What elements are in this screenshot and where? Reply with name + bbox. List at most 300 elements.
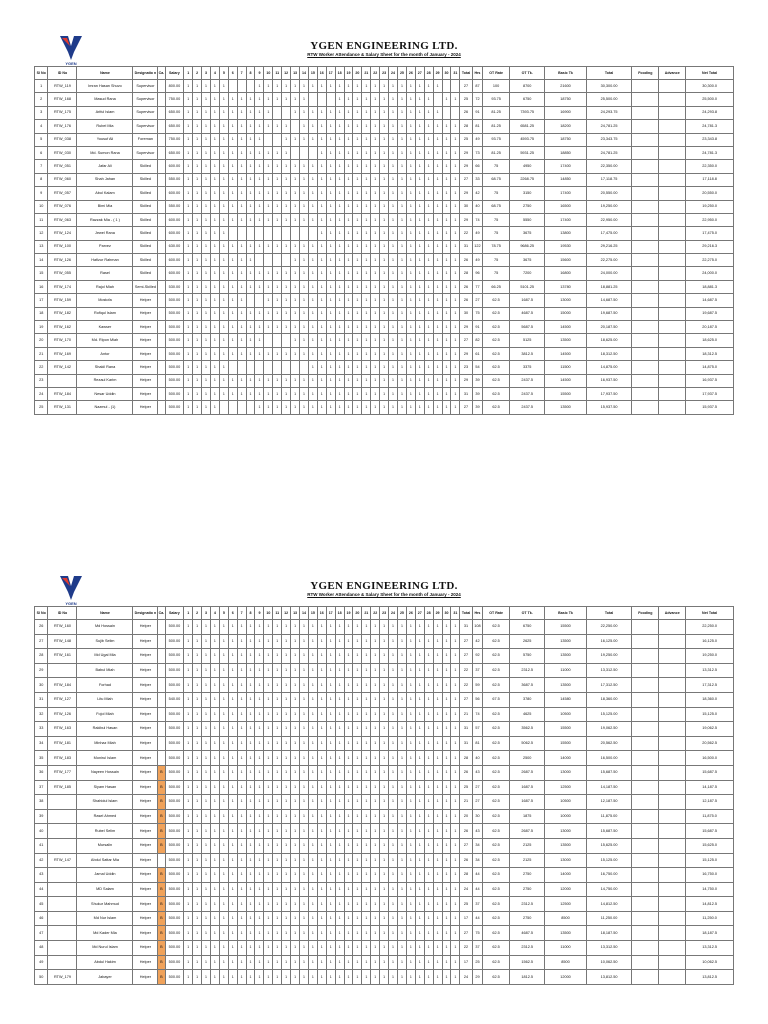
cell-hrs: 37 [472, 941, 482, 956]
cell-net: 20,550.0 [686, 187, 734, 200]
attendance-cell: 1 [228, 254, 237, 267]
cell-net: 19,687.5 [686, 307, 734, 320]
col-header-hrs: Hrs [472, 67, 482, 80]
cell-gross: 20,562.50 [586, 736, 632, 751]
attendance-cell: 1 [210, 678, 219, 693]
attendance-cell: 1 [255, 955, 264, 970]
attendance-cell: 1 [442, 722, 451, 737]
attendance-cell: 1 [210, 200, 219, 213]
attendance-cell: 1 [326, 649, 335, 664]
cell-salary: 500.00 [165, 334, 184, 347]
attendance-cell: 1 [362, 824, 371, 839]
attendance-cell: 1 [362, 146, 371, 159]
attendance-cell: 1 [335, 868, 344, 883]
attendance-cell: 1 [193, 926, 202, 941]
cell-sl: 45 [35, 897, 48, 912]
attendance-cell: 1 [184, 941, 193, 956]
cell-desig: Helper [133, 955, 158, 970]
cell-ot_tk: 7393.75 [510, 106, 545, 119]
header-row [35, 607, 734, 620]
attendance-cell: 1 [335, 106, 344, 119]
attendance-cell: 1 [202, 838, 211, 853]
cell-ca [158, 254, 165, 267]
cell-name: Siyam Hasan [77, 780, 133, 795]
cell-hrs: 43 [472, 824, 482, 839]
cell-salary: 500.00 [165, 736, 184, 751]
attendance-cell: 1 [344, 173, 353, 186]
cell-fooding [632, 941, 659, 956]
cell-advance [659, 649, 686, 664]
attendance-cell: 1 [424, 751, 433, 766]
attendance-cell: 1 [219, 707, 228, 722]
cell-desig: Supervisor [133, 93, 158, 106]
cell-basic: 13500 [545, 678, 586, 693]
attendance-cell: 1 [273, 387, 282, 400]
attendance-cell: 1 [255, 736, 264, 751]
attendance-cell: 1 [202, 280, 211, 293]
attendance-cell: 1 [255, 200, 264, 213]
attendance-cell: 1 [255, 795, 264, 810]
attendance-cell: 1 [282, 240, 291, 253]
attendance-cell: 1 [353, 334, 362, 347]
attendance-cell: 1 [326, 692, 335, 707]
cell-basic: 17400 [545, 187, 586, 200]
attendance-cell: 1 [255, 620, 264, 635]
attendance-cell: 1 [219, 267, 228, 280]
cell-advance [659, 970, 686, 985]
cell-total: 21 [460, 707, 472, 722]
cell-sl: 42 [35, 853, 48, 868]
cell-id [48, 955, 77, 970]
cell-name: Mostofa [77, 294, 133, 307]
attendance-cell: 1 [433, 146, 442, 159]
col-header-day-12: 12 [282, 607, 291, 620]
col-header-day-6: 6 [228, 67, 237, 80]
attendance-cell: 1 [308, 926, 317, 941]
attendance-cell: 1 [397, 254, 406, 267]
attendance-cell: 1 [308, 307, 317, 320]
attendance-cell: 1 [353, 146, 362, 159]
attendance-cell: 1 [219, 838, 228, 853]
attendance-cell: 1 [335, 765, 344, 780]
cell-name: Rubel Selim [77, 824, 133, 839]
cell-name: Shah Jahan [77, 173, 133, 186]
attendance-cell: 1 [210, 93, 219, 106]
attendance-cell: 1 [389, 160, 398, 173]
cell-fooding [632, 133, 659, 146]
attendance-cell: 1 [308, 824, 317, 839]
attendance-cell: 1 [380, 649, 389, 664]
cell-salary: 650.00 [165, 146, 184, 159]
attendance-cell: 1 [433, 361, 442, 374]
col-header-day-7: 7 [237, 607, 246, 620]
attendance-cell: 1 [362, 970, 371, 985]
attendance-cell: 1 [184, 780, 193, 795]
attendance-cell [308, 146, 317, 159]
cell-sl: 4 [35, 120, 48, 133]
attendance-cell: 1 [273, 868, 282, 883]
attendance-cell: 1 [406, 970, 415, 985]
attendance-cell: 1 [424, 809, 433, 824]
cell-salary: 600.00 [165, 187, 184, 200]
cell-ot_tk: 5101.25 [510, 280, 545, 293]
cell-hrs: 39 [472, 401, 482, 414]
attendance-cell: 1 [371, 227, 380, 240]
cell-salary: 500.00 [165, 941, 184, 956]
cell-hrs: 25 [472, 955, 482, 970]
col-header-sl: Sl No [35, 607, 48, 620]
attendance-cell: 1 [255, 970, 264, 985]
attendance-cell: 1 [237, 897, 246, 912]
attendance-cell: 1 [291, 347, 300, 360]
cell-gross: 15,125.00 [586, 853, 632, 868]
attendance-cell: 1 [202, 80, 211, 93]
cell-hrs: 59 [472, 678, 482, 693]
attendance-cell: 1 [273, 911, 282, 926]
cell-advance [659, 213, 686, 226]
attendance-cell: 1 [291, 897, 300, 912]
cell-ca [158, 213, 165, 226]
attendance-cell: 1 [326, 780, 335, 795]
attendance-cell: 1 [371, 93, 380, 106]
cell-net: 17,312.5 [686, 678, 734, 693]
cell-id: RTW_163 [48, 722, 77, 737]
attendance-cell: 1 [193, 227, 202, 240]
cell-hrs: 81 [472, 120, 482, 133]
cell-hrs: 91 [472, 106, 482, 119]
cell-name: Sujib Selim [77, 634, 133, 649]
attendance-cell: 1 [210, 707, 219, 722]
attendance-cell: 1 [424, 267, 433, 280]
attendance-cell: 1 [433, 294, 442, 307]
attendance-cell: 1 [380, 663, 389, 678]
attendance-cell [228, 401, 237, 414]
attendance-cell: 1 [184, 868, 193, 883]
attendance-cell: 1 [282, 280, 291, 293]
col-header-fooding: Fooding [632, 607, 659, 620]
attendance-cell: 1 [380, 347, 389, 360]
cell-id: RTW_055 [48, 267, 77, 280]
attendance-cell: 1 [335, 853, 344, 868]
cell-ot_tk: 4950 [510, 160, 545, 173]
cell-basic: 18200 [545, 120, 586, 133]
attendance-cell: 1 [264, 809, 273, 824]
cell-ot_tk: 2125 [510, 853, 545, 868]
attendance-cell: 1 [371, 970, 380, 985]
cell-ca: B [158, 868, 165, 883]
attendance-cell: 1 [264, 267, 273, 280]
attendance-cell: 1 [255, 106, 264, 119]
attendance-cell: 1 [317, 663, 326, 678]
attendance-cell: 1 [255, 911, 264, 926]
attendance-cell: 1 [451, 401, 460, 414]
attendance-cell: 1 [353, 707, 362, 722]
attendance-cell: 1 [291, 649, 300, 664]
cell-total: 30 [460, 307, 472, 320]
cell-ot_tk: 2687.5 [510, 824, 545, 839]
attendance-cell: 1 [228, 663, 237, 678]
table-row [35, 280, 734, 293]
attendance-cell: 1 [424, 663, 433, 678]
attendance-cell: 1 [424, 824, 433, 839]
attendance-cell: 1 [380, 133, 389, 146]
attendance-cell: 1 [237, 374, 246, 387]
attendance-cell: 1 [451, 120, 460, 133]
col-header-day-9: 9 [255, 607, 264, 620]
attendance-cell: 1 [184, 824, 193, 839]
attendance-cell: 1 [415, 213, 424, 226]
attendance-cell: 1 [451, 93, 460, 106]
table-row [35, 722, 734, 737]
cell-basic: 13500 [545, 401, 586, 414]
attendance-cell: 1 [300, 160, 309, 173]
attendance-cell: 1 [353, 280, 362, 293]
cell-basic: 15000 [545, 307, 586, 320]
attendance-cell: 1 [255, 267, 264, 280]
cell-desig: Helper [133, 780, 158, 795]
attendance-cell: 1 [424, 187, 433, 200]
attendance-cell: 1 [433, 722, 442, 737]
attendance-cell: 1 [406, 254, 415, 267]
attendance-cell: 1 [326, 280, 335, 293]
attendance-cell: 1 [228, 334, 237, 347]
attendance-cell: 1 [424, 321, 433, 334]
cell-basic: 15500 [545, 620, 586, 635]
cell-ot_rate: 62.5 [483, 941, 510, 956]
attendance-cell: 1 [282, 387, 291, 400]
col-header-day-1: 1 [184, 67, 193, 80]
attendance-cell: 1 [282, 146, 291, 159]
attendance-cell: 1 [406, 649, 415, 664]
attendance-cell: 1 [406, 294, 415, 307]
cell-id: RTW_126 [48, 707, 77, 722]
cell-name: Nayeen Hossain [77, 765, 133, 780]
attendance-cell: 1 [219, 160, 228, 173]
attendance-cell: 1 [264, 620, 273, 635]
cell-sl: 21 [35, 347, 48, 360]
attendance-cell: 1 [264, 692, 273, 707]
attendance-cell: 1 [451, 307, 460, 320]
attendance-cell: 1 [300, 911, 309, 926]
col-header-day-21: 21 [362, 607, 371, 620]
attendance-cell: 1 [291, 213, 300, 226]
cell-ot_tk: 6750 [510, 620, 545, 635]
attendance-cell: 1 [335, 401, 344, 414]
attendance-cell: 1 [282, 173, 291, 186]
cell-ca: B [158, 838, 165, 853]
cell-salary: 500.00 [165, 307, 184, 320]
cell-id: RTW_184 [48, 678, 77, 693]
attendance-cell: 1 [246, 765, 255, 780]
attendance-cell: 1 [210, 649, 219, 664]
cell-salary: 500.00 [165, 897, 184, 912]
attendance-cell: 1 [353, 120, 362, 133]
attendance-cell [308, 93, 317, 106]
attendance-cell: 1 [371, 307, 380, 320]
attendance-cell: 1 [353, 897, 362, 912]
cell-name: Md Ugal Mia [77, 649, 133, 664]
cell-desig: Helper [133, 678, 158, 693]
attendance-cell: 1 [228, 780, 237, 795]
attendance-cell: 1 [433, 649, 442, 664]
attendance-cell: 1 [362, 853, 371, 868]
cell-name: Rasel [77, 267, 133, 280]
attendance-cell: 1 [317, 80, 326, 93]
attendance-cell: 1 [273, 374, 282, 387]
cell-sl: 46 [35, 911, 48, 926]
cell-id: RTW_170 [48, 334, 77, 347]
attendance-cell: 1 [237, 254, 246, 267]
attendance-cell: 1 [219, 663, 228, 678]
attendance-cell: 1 [308, 361, 317, 374]
attendance-cell: 1 [282, 941, 291, 956]
attendance-cell: 1 [255, 941, 264, 956]
cell-id: RTW_177 [48, 765, 77, 780]
attendance-cell: 1 [255, 926, 264, 941]
attendance-cell: 1 [335, 160, 344, 173]
attendance-cell: 1 [380, 692, 389, 707]
cell-ot_rate: 62.5 [483, 911, 510, 926]
cell-ot_tk: 2312.5 [510, 897, 545, 912]
attendance-cell: 1 [282, 649, 291, 664]
attendance-cell: 1 [202, 240, 211, 253]
cell-ot_rate: 62.5 [483, 868, 510, 883]
attendance-cell: 1 [451, 634, 460, 649]
cell-salary: 540.00 [165, 692, 184, 707]
attendance-cell: 1 [193, 897, 202, 912]
attendance-cell: 1 [317, 106, 326, 119]
attendance-cell: 1 [371, 120, 380, 133]
attendance-cell: 1 [362, 707, 371, 722]
cell-hrs: 61 [472, 347, 482, 360]
cell-total: 27 [460, 926, 472, 941]
attendance-cell: 1 [300, 187, 309, 200]
attendance-cell: 1 [300, 809, 309, 824]
attendance-cell: 1 [210, 387, 219, 400]
cell-salary: 530.00 [165, 280, 184, 293]
attendance-cell: 1 [264, 106, 273, 119]
cell-name: Hafizur Rahman [77, 254, 133, 267]
cell-advance [659, 882, 686, 897]
attendance-cell: 1 [300, 853, 309, 868]
attendance-cell: 1 [326, 321, 335, 334]
cell-ca: B [158, 824, 165, 839]
attendance-cell [246, 294, 255, 307]
cell-ot_rate: 100 [483, 80, 510, 93]
attendance-cell: 1 [237, 692, 246, 707]
cell-net: 13,312.5 [686, 663, 734, 678]
col-header-day-25: 25 [397, 67, 406, 80]
cell-ca [158, 146, 165, 159]
attendance-cell: 1 [228, 280, 237, 293]
attendance-cell: 1 [264, 187, 273, 200]
attendance-cell: 1 [451, 853, 460, 868]
cell-net: 16,125.0 [686, 634, 734, 649]
col-header-net: Net Total [686, 607, 734, 620]
attendance-cell: 1 [433, 213, 442, 226]
cell-total: 22 [460, 941, 472, 956]
cell-name: Bimi Mia [77, 200, 133, 213]
cell-ot_tk: 5687.5 [510, 321, 545, 334]
attendance-cell: 1 [353, 254, 362, 267]
attendance-cell: 1 [273, 955, 282, 970]
cell-ot_tk: 5125 [510, 334, 545, 347]
attendance-cell: 1 [451, 765, 460, 780]
cell-salary: 500.00 [165, 751, 184, 766]
attendance-cell: 1 [219, 347, 228, 360]
attendance-cell: 1 [451, 678, 460, 693]
cell-fooding [632, 736, 659, 751]
attendance-cell: 1 [202, 387, 211, 400]
attendance-cell: 1 [317, 634, 326, 649]
attendance-cell: 1 [371, 911, 380, 926]
attendance-cell: 1 [362, 227, 371, 240]
cell-total: 31 [460, 736, 472, 751]
cell-name: Mursalin [77, 838, 133, 853]
attendance-cell: 1 [442, 620, 451, 635]
attendance-cell: 1 [193, 213, 202, 226]
cell-basic: 12500 [545, 780, 586, 795]
cell-salary: 500.00 [165, 707, 184, 722]
attendance-cell: 1 [344, 80, 353, 93]
attendance-cell: 1 [291, 941, 300, 956]
attendance-cell: 1 [264, 200, 273, 213]
cell-fooding [632, 401, 659, 414]
cell-total: 30 [460, 200, 472, 213]
cell-ot_rate: 62.5 [483, 307, 510, 320]
attendance-cell: 1 [344, 751, 353, 766]
attendance-cell: 1 [193, 649, 202, 664]
cell-advance [659, 387, 686, 400]
attendance-cell: 1 [362, 213, 371, 226]
cell-gross: 19,250.00 [586, 200, 632, 213]
cell-ca [158, 751, 165, 766]
attendance-cell: 1 [202, 853, 211, 868]
cell-ot_tk: 4687.5 [510, 926, 545, 941]
attendance-cell: 1 [353, 970, 362, 985]
attendance-cell: 1 [344, 133, 353, 146]
attendance-cell: 1 [389, 294, 398, 307]
attendance-cell: 1 [433, 692, 442, 707]
cell-basic: 10500 [545, 795, 586, 810]
attendance-cell: 1 [264, 294, 273, 307]
attendance-cell: 1 [344, 254, 353, 267]
attendance-cell: 1 [433, 347, 442, 360]
cell-fooding [632, 824, 659, 839]
cell-name: Shahidul Islam [77, 795, 133, 810]
attendance-cell: 1 [317, 736, 326, 751]
attendance-cell: 1 [184, 970, 193, 985]
attendance-cell: 1 [317, 707, 326, 722]
cell-ot_rate: 62.5 [483, 838, 510, 853]
attendance-cell: 1 [451, 294, 460, 307]
attendance-cell: 1 [362, 678, 371, 693]
cell-fooding [632, 307, 659, 320]
attendance-cell: 1 [326, 213, 335, 226]
attendance-cell: 1 [380, 387, 389, 400]
cell-net: 15,687.5 [686, 765, 734, 780]
attendance-cell: 1 [424, 387, 433, 400]
attendance-cell: 1 [273, 294, 282, 307]
cell-desig: Helper [133, 897, 158, 912]
attendance-cell: 1 [246, 780, 255, 795]
cell-net: 15,687.5 [686, 824, 734, 839]
attendance-cell: 1 [326, 374, 335, 387]
cell-net: 23,343.8 [686, 133, 734, 146]
cell-name: Abul Kalam [77, 187, 133, 200]
cell-advance [659, 853, 686, 868]
attendance-cell: 1 [433, 80, 442, 93]
